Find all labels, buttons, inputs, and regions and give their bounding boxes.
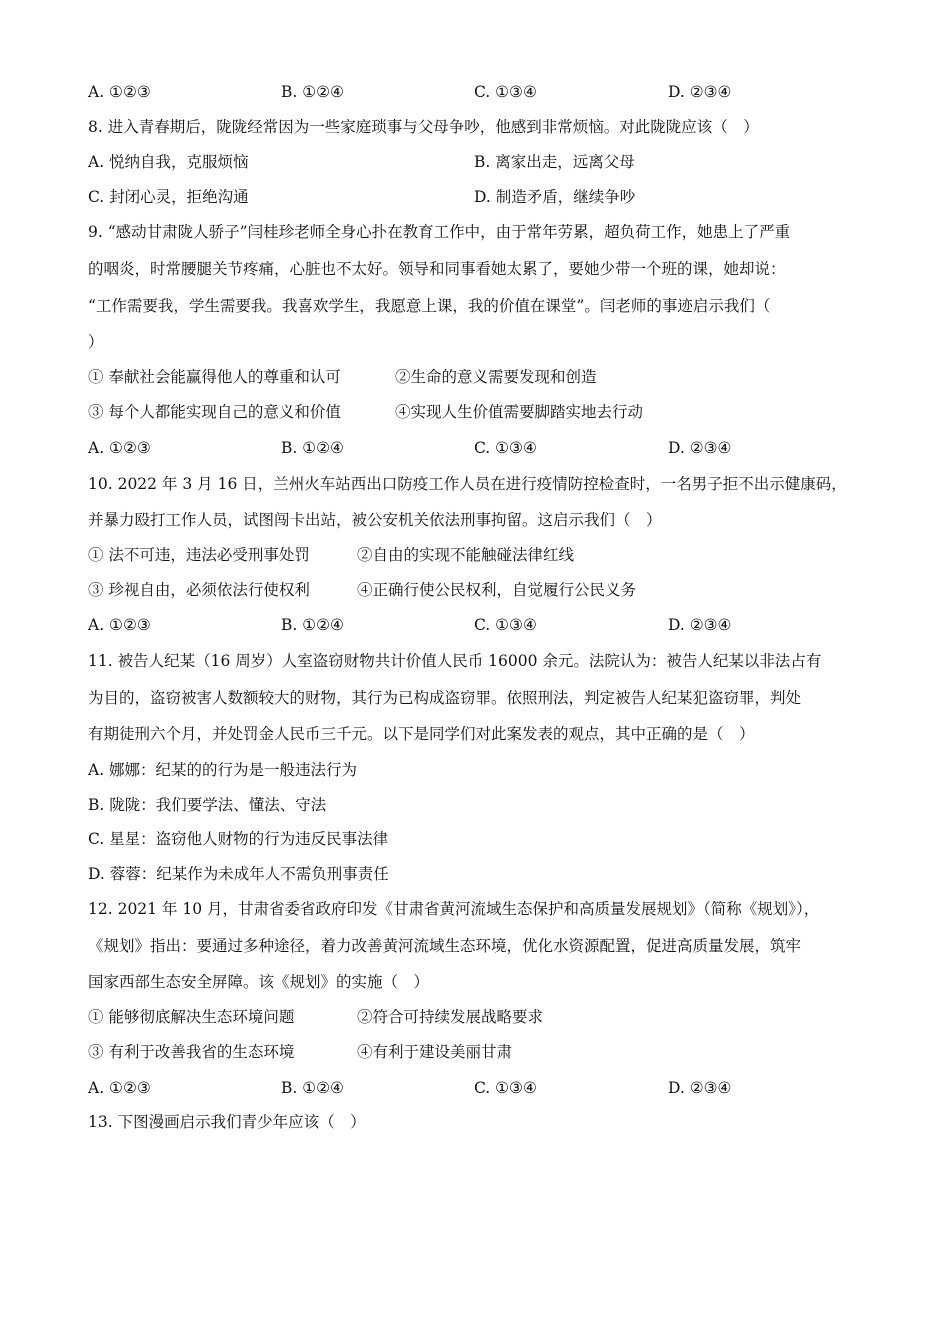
q12-statement-1: ① 能够彻底解决生态环境问题 [88,1008,295,1026]
q12-option-c[interactable]: C. ①③④ [474,1079,537,1097]
q8-option-d[interactable]: D. 制造矛盾，继续争吵 [474,188,636,206]
q9-option-b[interactable]: B. ①②④ [281,439,344,457]
q10-statement-1: ① 法不可违，违法必受刑事处罚 [88,546,310,564]
q10-statement-2: ②自由的实现不能触碰法律红线 [357,546,575,564]
q12-stem-line-1: 12. 2021 年 10 月，甘肃省委省政府印发《甘肃省黄河流域生态保护和高质量发展规划》（简称《规划》）， [88,900,820,918]
q10-option-b[interactable]: B. ①②④ [281,616,344,634]
q12-statement-3: ③ 有利于改善我省的生态环境 [88,1043,295,1061]
q11-option-b[interactable]: B. 陇陇：我们要学法、懂法、守法 [88,796,327,814]
q12-option-d[interactable]: D. ②③④ [668,1079,732,1097]
q12-stem-line-3: 国家西部生态安全屏障。该《规划》的实施（ ） [88,973,430,991]
q8-option-a[interactable]: A. 悦纳自我，克服烦恼 [88,153,249,171]
q10-statement-3: ③ 珍视自由，必须依法行使权利 [88,581,310,599]
q9-statement-1: ① 奉献社会能赢得他人的尊重和认可 [88,368,341,386]
q9-option-c[interactable]: C. ①③④ [474,439,537,457]
q8-option-c[interactable]: C. 封闭心灵，拒绝沟通 [88,188,249,206]
q9-stem-line-2: 的咽炎，时常腰腿关节疼痛，心脏也不太好。领导和同事看她太累了，要她少带一个班的课，她却说： [88,260,786,278]
q10-stem-line-2: 并暴力殴打工作人员，试图闯卡出站，被公安机关依法刑事拘留。这启示我们（ ） [88,511,662,529]
q13-stem: 13. 下图漫画启示我们青少年应该（ ） [88,1113,366,1131]
q7-option-a[interactable]: A. ①②③ [88,83,151,101]
q9-statement-4: ④实现人生价值需要脚踏实地去行动 [395,403,644,421]
q8-option-b[interactable]: B. 离家出走，远离父母 [474,153,635,171]
q12-option-b[interactable]: B. ①②④ [281,1079,344,1097]
q9-option-d[interactable]: D. ②③④ [668,439,732,457]
q11-option-c[interactable]: C. 星星：盗窃他人财物的行为违反民事法律 [88,830,389,848]
q7-option-d[interactable]: D. ②③④ [668,83,732,101]
q12-stem-line-2: 《规划》指出：要通过多种途径，着力改善黄河流域生态环境，优化水资源配置，促进高质量发展，筑牢 [88,937,802,955]
q9-stem-line-4: ） [88,333,104,351]
q11-stem-line-1: 11. 被告人纪某（16 周岁）人室盗窃财物共计价值人民币 16000 余元。法院认为：被告人纪某以非法占有 [88,652,822,670]
q7-option-b[interactable]: B. ①②④ [281,83,344,101]
q10-statement-4: ④正确行使公民权利，自觉履行公民义务 [357,581,637,599]
q10-option-a[interactable]: A. ①②③ [88,616,151,634]
q12-option-a[interactable]: A. ①②③ [88,1079,151,1097]
q8-stem: 8. 进入青春期后，陇陇经常因为一些家庭琐事与父母争吵，他感到非常烦恼。对此陇陇应该（ ） [88,118,759,136]
q10-option-d[interactable]: D. ②③④ [668,616,732,634]
q9-statement-2: ②生命的意义需要发现和创造 [395,368,597,386]
q10-stem-line-1: 10. 2022 年 3 月 16 日，兰州火车站西出口防疫工作人员在进行疫情防控检查时，一名男子拒不出示健康码， [88,475,847,493]
q9-statement-3: ③ 每个人都能实现自己的意义和价值 [88,403,341,421]
q9-stem-line-1: 9. “感动甘肃陇人骄子”闫桂珍老师全身心扑在教育工作中，由于常年劳累，超负荷工作，她患上了严重 [88,223,791,241]
q7-option-c[interactable]: C. ①③④ [474,83,537,101]
q11-option-d[interactable]: D. 蓉蓉：纪某作为未成年人不需负刑事责任 [88,865,389,883]
q11-option-a[interactable]: A. 娜娜：纪某的的行为是一般违法行为 [88,761,358,779]
q10-option-c[interactable]: C. ①③④ [474,616,537,634]
q12-statement-4: ④有利于建设美丽甘肃 [357,1043,513,1061]
q9-stem-line-3: “工作需要我，学生需要我。我喜欢学生，我愿意上课，我的价值在课堂”。闫老师的事迹启示我们（ [88,297,771,315]
q9-option-a[interactable]: A. ①②③ [88,439,151,457]
q12-statement-2: ②符合可持续发展战略要求 [357,1008,544,1026]
q11-stem-line-3: 有期徒刑六个月，并处罚金人民币三千元。以下是同学们对此案发表的观点，其中正确的是（ ） [88,725,755,743]
q11-stem-line-2: 为目的，盗窃被害人数额较大的财物，其行为已构成盗窃罪。依照刑法，判定被告人纪某犯盗窃罪，判处 [88,689,802,707]
